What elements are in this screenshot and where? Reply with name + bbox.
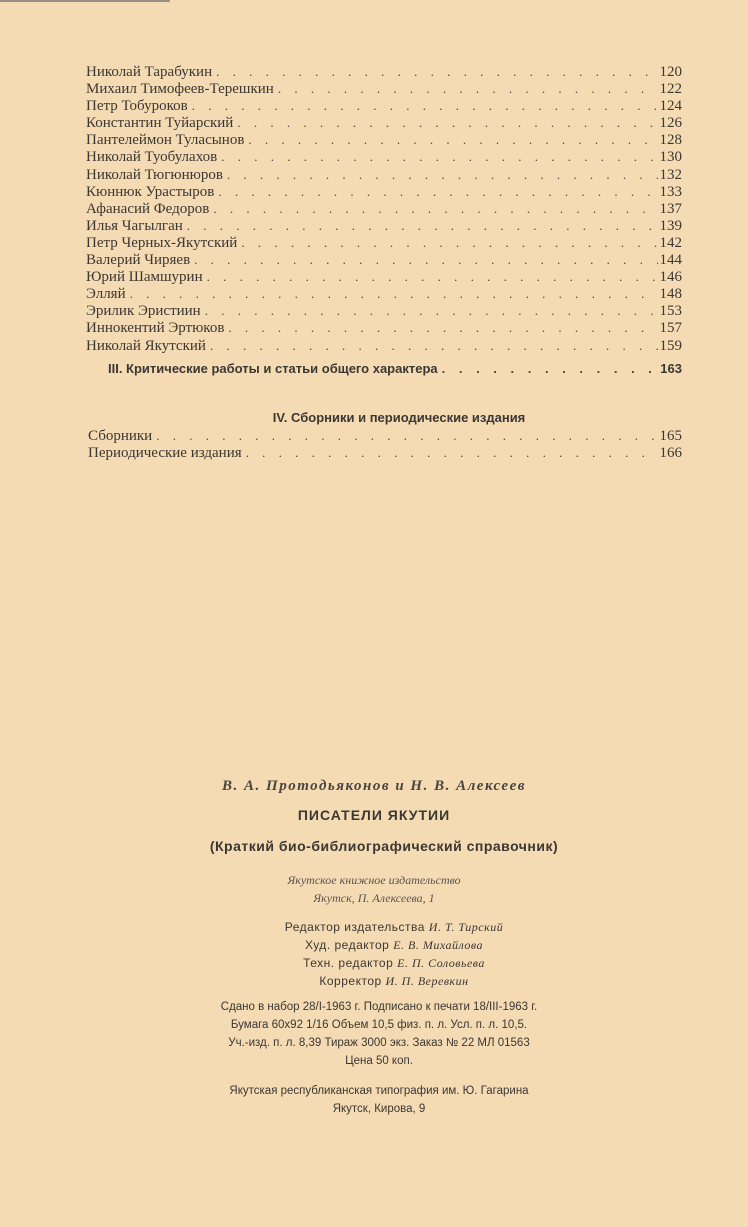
scan-edge <box>0 0 170 2</box>
dot-leader <box>207 268 658 285</box>
toc-entry-title: Юрий Шамшурин <box>86 269 203 286</box>
toc-entry <box>86 63 682 80</box>
publisher: Якутское книжное издательство <box>287 873 461 887</box>
toc-entry <box>108 360 682 377</box>
toc-entry-page: 159 <box>659 337 682 354</box>
toc-section-3 <box>108 360 682 377</box>
tech-line: Уч.-изд. п. л. 8,39 Тираж 3000 экз. Заказ № 22 МЛ 01563 <box>228 1037 530 1049</box>
tech-line: Цена 50 коп. <box>345 1055 413 1067</box>
table-of-contents <box>86 63 682 354</box>
toc-entry-title: Эрилик Эристиин <box>86 303 201 320</box>
dot-leader <box>442 360 659 377</box>
toc-entry <box>86 217 682 234</box>
toc-entry <box>86 148 682 165</box>
toc-entry <box>86 114 682 131</box>
toc-entry-page: 148 <box>659 286 682 303</box>
toc-entry-page: 165 <box>659 428 682 444</box>
staff-person: Е. П. Соловьева <box>397 956 485 970</box>
toc-entry <box>86 285 682 302</box>
toc-entry <box>86 251 682 268</box>
staff-line <box>40 936 748 954</box>
toc-entry-title: Петр Тобуроков <box>86 98 188 115</box>
toc-entry-page: 144 <box>659 252 682 269</box>
toc-entry <box>86 319 682 336</box>
book-subtitle: (Краткий био-библиографический справочник) <box>209 838 559 854</box>
toc-entry <box>86 268 682 285</box>
toc-entry <box>86 200 682 217</box>
toc-entry-title: Петр Черных-Якутский <box>86 234 238 251</box>
staff-line <box>40 972 748 990</box>
dot-leader <box>227 166 658 183</box>
toc-entry-page: 139 <box>659 217 682 234</box>
toc-entry-page: 126 <box>659 115 682 132</box>
toc-entry-title: Валерий Чиряев <box>86 252 191 269</box>
toc-entry-title: Николай Тарабукин <box>86 64 213 80</box>
dot-leader <box>192 97 658 114</box>
toc-entry-title: Сборники <box>88 428 153 444</box>
toc-entry <box>88 427 682 444</box>
toc-entry <box>86 337 682 354</box>
staff-person: И. П. Веревкин <box>385 974 469 988</box>
dot-leader <box>156 427 657 444</box>
staff-role: Техн. редактор <box>303 956 394 970</box>
dot-leader <box>218 183 657 200</box>
toc-entry-page: 122 <box>659 81 682 98</box>
staff-credits <box>0 918 748 990</box>
toc-entry-page: 166 <box>659 445 682 462</box>
toc-entry-title: Николай Якутский <box>86 337 206 354</box>
toc-entry-page: 137 <box>659 200 682 217</box>
book-title: ПИСАТЕЛИ ЯКУТИИ <box>297 807 451 823</box>
printer-address: Якутск, Кирова, 9 <box>332 1103 426 1115</box>
toc-entry <box>88 444 682 461</box>
toc-entry <box>86 97 682 114</box>
toc-entry <box>86 183 682 200</box>
dot-leader <box>213 200 657 217</box>
toc-entry-title: Пантелеймон Туласынов <box>86 132 245 149</box>
dot-leader <box>248 131 657 148</box>
toc-entry-title: III. Критические работы и статьи общего характера <box>108 361 438 376</box>
toc-entry-page: 120 <box>659 64 682 80</box>
dot-leader <box>194 251 657 268</box>
toc-entry-title: Михаил Тимофеев-Терешкин <box>86 81 274 98</box>
toc-entry-title: Иннокентий Эртюков <box>86 320 225 337</box>
staff-line <box>40 918 748 936</box>
toc-entry-title: Николай Туобулахов <box>86 149 218 166</box>
toc-entry-title: Николай Тюгюнюров <box>86 166 223 183</box>
toc-entry-page: 146 <box>659 269 682 286</box>
section-4-heading: IV. Сборники и периодические издания <box>272 410 526 425</box>
toc-entry-title: Элляй <box>86 286 126 303</box>
dot-leader <box>228 319 657 336</box>
staff-role: Редактор издательства <box>284 920 425 934</box>
toc-entry-page: 142 <box>659 234 682 251</box>
dot-leader <box>187 217 658 234</box>
printer: Якутская республиканская типография им. Ю. Гагарина <box>229 1085 529 1097</box>
toc-entry-title: Кюннюк Урастыров <box>86 183 215 200</box>
staff-role: Худ. редактор <box>304 938 390 952</box>
dot-leader <box>210 337 658 354</box>
staff-person: И. Т. Тирский <box>428 920 504 934</box>
toc-entry-title: Афанасий Федоров <box>86 200 210 217</box>
dot-leader <box>246 444 658 461</box>
toc-entry <box>86 80 682 97</box>
toc-section-4 <box>88 427 682 461</box>
technical-details <box>0 998 748 1070</box>
tech-line: Сдано в набор 28/I-1963 г. Подписано к печати 18/III-1963 г. <box>220 1001 538 1013</box>
staff-person: Е. В. Михайлова <box>393 938 484 952</box>
authors: В. А. Протодьяконов и Н. В. Алексеев <box>222 778 526 794</box>
tech-line: Бумага 60х92 1/16 Объем 10,5 физ. п. л. Усл. п. л. 10,5. <box>230 1019 528 1031</box>
toc-entry-page: 130 <box>659 149 682 166</box>
toc-entry <box>86 234 682 251</box>
toc-entry-page: 132 <box>659 166 682 183</box>
toc-entry-page: 163 <box>660 361 682 376</box>
toc-entry-page: 133 <box>659 183 682 200</box>
dot-leader <box>216 63 657 80</box>
toc-entry <box>86 302 682 319</box>
toc-entry-page: 124 <box>659 98 682 115</box>
toc-entry-page: 128 <box>659 132 682 149</box>
toc-entry-page: 153 <box>659 303 682 320</box>
toc-entry-page: 157 <box>659 320 682 337</box>
toc-entry <box>86 166 682 183</box>
dot-leader <box>205 302 658 319</box>
printer-block <box>0 1082 748 1118</box>
dot-leader <box>241 234 657 251</box>
publisher-block <box>0 871 748 907</box>
toc-entry-title: Константин Туйарский <box>86 115 234 132</box>
publisher-address: Якутск, П. Алексеева, 1 <box>313 891 435 905</box>
toc-entry <box>86 131 682 148</box>
dot-leader <box>278 80 658 97</box>
toc-entry-title: Периодические издания <box>88 445 242 462</box>
toc-entry-title: Илья Чагылган <box>86 217 183 234</box>
dot-leader <box>130 285 658 302</box>
staff-line <box>40 954 748 972</box>
staff-role: Корректор <box>319 974 382 988</box>
dot-leader <box>221 148 657 165</box>
dot-leader <box>237 114 657 131</box>
